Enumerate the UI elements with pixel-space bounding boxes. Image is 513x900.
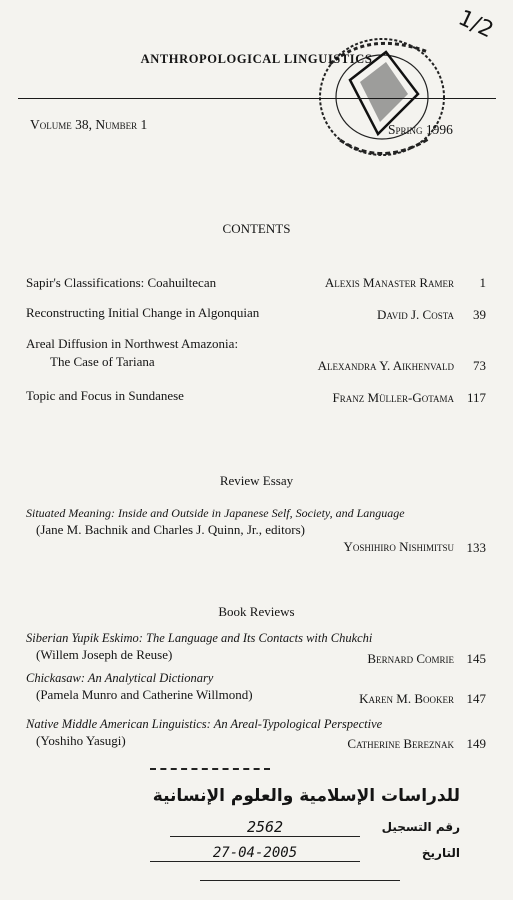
book-review-entry [26, 717, 486, 753]
stamp-line [200, 880, 400, 881]
handwritten-number: 1/2 [454, 5, 498, 44]
book-review-title: Siberian Yupik Eskimo: The Language and Its Contacts with Chukchi [26, 631, 373, 645]
review-essay-entry [26, 506, 486, 554]
book-review-editors: (Willem Joseph de Reuse) [36, 647, 173, 662]
review-essay-title: Situated Meaning: Inside and Outside in Japanese Self, Society, and Language [26, 506, 405, 520]
registration-number: 2562 [170, 818, 360, 837]
book-review-page: 149 [466, 736, 486, 751]
book-review-author: Karen M. Booker [359, 691, 454, 706]
article-row [26, 305, 486, 323]
header-rule [18, 98, 496, 99]
book-review-author: Catherine Bereznak [347, 736, 454, 751]
date-label: التاريخ [421, 846, 460, 860]
book-review-title: Native Middle American Linguistics: An Areal-Typological Perspective [26, 717, 383, 731]
contents-heading: CONTENTS [222, 221, 291, 236]
article-page: 117 [466, 390, 486, 405]
book-reviews-heading: Book Reviews [218, 604, 295, 619]
book-review-page: 147 [466, 691, 486, 706]
review-essay-page: 133 [466, 540, 486, 555]
book-review-entry [26, 671, 486, 707]
article-title: Reconstructing Initial Change in Algonquian [26, 305, 260, 320]
article-row [26, 388, 486, 406]
registration-label: رقم التسجيل [381, 820, 460, 834]
book-review-author: Bernard Comrie [367, 651, 454, 666]
registration-date: 27-04-2005 [150, 845, 360, 862]
article-author: David J. Costa [377, 307, 454, 322]
review-essay-author: Yoshihiro Nishimitsu [343, 539, 454, 554]
article-title-line2: The Case of Tariana [50, 354, 155, 369]
article-row [26, 336, 486, 372]
issue-season: Spring 1996 [388, 122, 453, 137]
article-title: Areal Diffusion in Northwest Amazonia: [26, 336, 239, 351]
book-review-editors: (Pamela Munro and Catherine Willmond) [36, 687, 253, 702]
article-title: Topic and Focus in Sundanese [26, 388, 184, 403]
article-page: 1 [479, 275, 486, 290]
library-registration-stamp [110, 768, 470, 893]
article-author: Alexandra Y. Aikhenvald [317, 358, 454, 373]
book-review-entry [26, 631, 486, 667]
article-page: 39 [473, 307, 486, 322]
article-page: 73 [473, 358, 486, 373]
article-author: Alexis Manaster Ramer [324, 275, 454, 290]
article-author: Franz Müller-Gotama [332, 390, 454, 405]
journal-title: ANTHROPOLOGICAL LINGUISTICS [140, 52, 373, 66]
article-row [26, 275, 486, 293]
book-review-page: 145 [466, 651, 486, 666]
book-review-title: Chickasaw: An Analytical Dictionary [26, 671, 214, 685]
review-essay-editors: (Jane M. Bachnik and Charles J. Quinn, Jr., editors) [36, 522, 305, 537]
review-essay-heading: Review Essay [219, 473, 294, 488]
article-title: Sapir's Classifications: Coahuiltecan [26, 275, 217, 290]
volume-number: Volume 38, Number 1 [30, 117, 148, 132]
book-review-editors: (Yoshiho Yasugi) [36, 733, 126, 748]
library-name: للدراسات الإسلامية والعلوم الإنسانية [152, 786, 460, 806]
library-seal-stamp [300, 22, 460, 172]
